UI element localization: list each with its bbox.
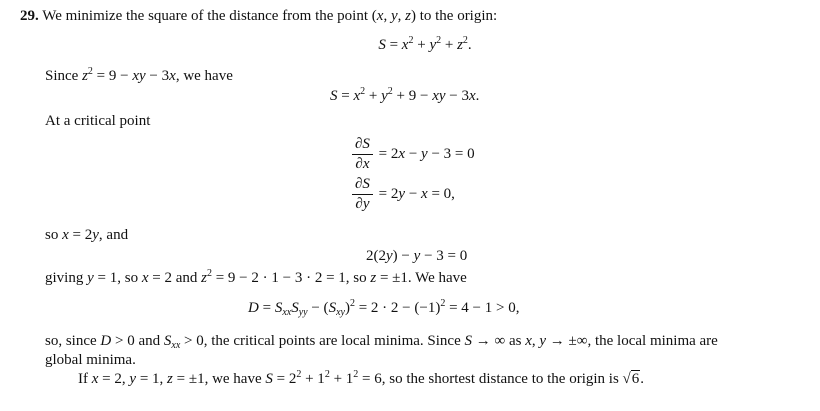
- line-7: global minima.: [45, 352, 136, 368]
- equation-1: $S = x^2 + y^2 + z^2$.: [378, 35, 472, 53]
- equation-4: $\frac{\partial S}{\partial y}$ = 2y − x = 0,: [352, 176, 455, 213]
- line-8: If x = 2, y = 1, z = ±1, we have $S = 2^2 + 1^2 + 1^2 = 6$, so the shortest distance to the origin is √6.: [78, 369, 645, 387]
- sqrt-six: √6: [622, 371, 640, 387]
- line-1-text: We minimize the square of the distance from the point (x, y, z) to the origin:: [42, 8, 498, 24]
- line-2: Since $z^2 = 9$ − xy − 3x, we have: [45, 66, 233, 84]
- partial-s-y-fraction: $\frac{\partial S}{\partial y}$: [352, 176, 373, 213]
- line-3: At a critical point: [45, 113, 151, 129]
- equation-6: $D = S_{xx}S_{yy} - (S_{xy})^2 = 2 \cdot 2 - (-1)^2 = 4 - 1 > 0$,: [248, 298, 520, 318]
- equation-5: 2(2y) − y − 3 = 0: [366, 248, 468, 264]
- problem-number: 29.: [20, 8, 39, 24]
- equation-3: $\frac{\partial S}{\partial x}$ = 2x − y − 3 = 0: [352, 136, 475, 173]
- line-1: [20, 7, 497, 25]
- line-5: giving y = 1, so x = 2 and $z^2 = 9 - 2 \cdot 1 - 3 \cdot 2 = 1$, so z = ±1. We have: [45, 268, 467, 286]
- line-6: so, since D > 0 and $S_{xx} > 0$, the critical points are local minima. Since S → ∞ as x, y → ±∞, the local minima are: [45, 333, 718, 351]
- line-4: so x = 2y, and: [45, 227, 129, 243]
- equation-2: $S = x^2 + y^2 + 9$ − xy − 3x.: [330, 86, 480, 104]
- partial-s-x-fraction: $\frac{\partial S}{\partial x}$: [352, 136, 373, 173]
